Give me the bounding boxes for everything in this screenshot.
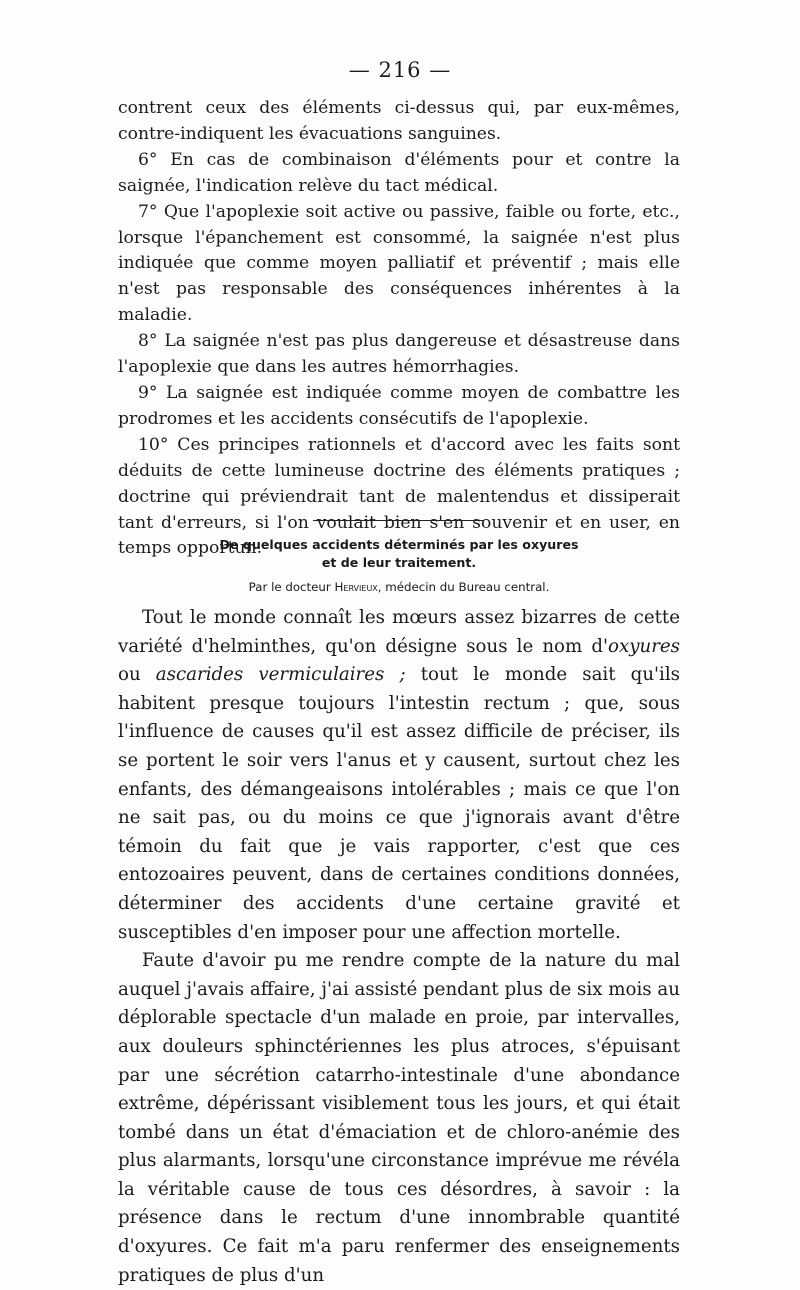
article-byline (118, 580, 680, 594)
conclusion-8: 8° La saignée n'est pas plus dangereuse et désastreuse dans l'apoplexie que dans les autres hémorrhagies. (118, 331, 680, 378)
article-body (118, 604, 680, 1290)
para1-text-c: tout le monde sait qu'ils habitent presque toujours l'intestin rectum ; que, sous l'influence de causes qu'il est assez difficile de préciser, ils se portent le soir vers l'anus et y causent, surtout chez les enfants, des démangeaisons intolérables ; mais ce que l'on ne sait pas, ou du moins ce que j'ignorais avant d'être témoin du fait que je vais rapporter, c'est que ces entozoaires peuvent, dans de certaines conditions données, déterminer des accidents d'une certaine gravité et susceptibles d'en imposer pour une affection mortelle. (118, 664, 681, 943)
byline-prefix: Par le docteur (248, 580, 331, 594)
conclusion-10: 10° Ces principes rationnels et d'accord avec les faits sont déduits de cette lumineuse doctrine des éléments pratiques ; doctrine qui préviendrait tant de malentendus et dissiperait tant d'erreurs, si l'on voulait bien s'en souvenir et en user, en temps opportun. (118, 434, 680, 559)
para1-text-b: ou (118, 664, 156, 686)
conclusion-6: 6° En cas de combinaison d'éléments pour et contre la saignée, l'indication relève du tact médical. (118, 149, 680, 196)
byline-affiliation: , médecin du Bureau central. (377, 580, 550, 594)
term-ascarides: ascarides vermiculaires ; (155, 664, 406, 686)
conclusion-7: 7° Que l'apoplexie soit active ou passive, faible ou forte, etc., lorsque l'épanchement est consommé, la saignée n'est plus indiquée que comme moyen palliatif et préventif ; mais elle n'est pas responsable des conséquences inhérentes à la maladie. (118, 201, 680, 326)
page-number: — 216 — (348, 58, 452, 82)
byline-author: Hervieux (334, 580, 378, 594)
article-title-line-1: De quelques accidents déterminés par les oxyures (219, 537, 579, 552)
term-oxyures: oxyures (608, 635, 680, 657)
article-title (118, 536, 680, 572)
article-paragraph-2: Faute d'avoir pu me rendre compte de la nature du mal auquel j'avais affaire, j'ai assisté pendant plus de six mois au déplorable spectacle d'un malade en proie, par intervalles, aux douleurs sphinctériennes les plus atroces, s'épuisant par une sécrétion catarrho-intestinale d'une abondance extrême, dépérissant visiblement tous les jours, et qui était tombé dans un état d'émaciation et de chloro-anémie des plus alarmants, lorsqu'une circonstance imprévue me révéla la véritable cause de tous ces désordres, à savoir : la présence dans le rectum d'une innombrable quantité d'oxyures. Ce fait m'a paru renfermer des enseignements pratiques de plus d'un (118, 950, 680, 1286)
article-paragraph-1 (118, 604, 680, 947)
section-divider (313, 520, 483, 521)
conclusion-9: 9° La saignée est indiquée comme moyen de combattre les prodromes et les accidents consécutifs de l'apoplexie. (118, 382, 680, 429)
para1-text-a: Tout le monde connaît les mœurs assez bizarres de cette variété d'helminthes, qu'on désigne sous le nom d' (118, 607, 680, 657)
conclusions-section (118, 96, 680, 562)
article-title-line-2: et de leur traitement. (321, 555, 477, 570)
paragraph-continuation: contrent ceux des éléments ci-dessus qui, par eux-mêmes, contre-indiquent les évacuations sanguines. (118, 98, 680, 144)
